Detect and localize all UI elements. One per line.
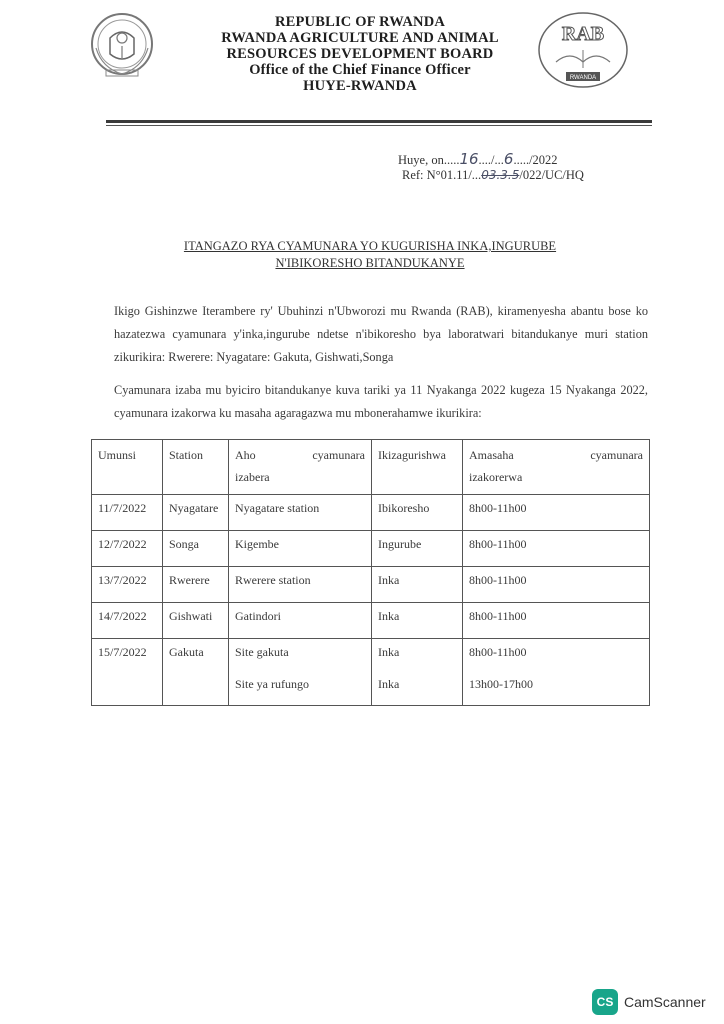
date-day: 16 [459, 150, 479, 168]
date-month: 6 [503, 150, 514, 168]
header-line-4: Office of the Chief Finance Officer [249, 62, 471, 78]
cell-place-2: Site ya rufungo [235, 677, 309, 691]
logo-caption: RWANDA [569, 75, 597, 81]
table-row [92, 495, 650, 531]
cell-place: Nyagatare station [229, 495, 372, 531]
cell-date: 12/7/2022 [92, 531, 163, 567]
header-line-5: HUYE-RWANDA [303, 78, 417, 94]
col-header-hours [463, 440, 650, 495]
logo-text: RAB [561, 23, 605, 45]
ref-prefix: Ref: N°01.11/... [402, 168, 482, 182]
title-line-1: ITANGAZO RYA CYAMUNARA YO KUGURISHA INKA,INGURUBE [183, 239, 557, 253]
col-header-item: Ikizagurishwa [372, 440, 463, 495]
col-header-place [229, 440, 372, 495]
cell-place: Gatindori [229, 603, 372, 639]
camscanner-watermark [592, 989, 706, 1015]
table-header-row [92, 440, 650, 495]
cell-hours [463, 639, 650, 706]
cell-station: Rwerere [163, 567, 229, 603]
cell-place: Rwerere station [229, 567, 372, 603]
header-divider [106, 120, 652, 123]
letterhead [170, 14, 550, 94]
cell-item [372, 639, 463, 706]
cell-hours-1: 8h00-11h00 [469, 645, 527, 659]
rwanda-coat-of-arms-icon [88, 8, 156, 82]
rab-logo [536, 10, 630, 90]
schedule-paragraph: Cyamunara izaba mu byiciro bitandukanye kuva tariki ya 11 Nyakanga 2022 kugeza 15 Nyakanga 2022, cyamunara izakorwa ku masaha agaragazwa mu mbonerahamwe ikurikira: [114, 383, 648, 420]
cell-date: 11/7/2022 [92, 495, 163, 531]
cell-hours-2: 13h00-17h00 [469, 677, 533, 691]
col-header-hours-a: Amasaha [469, 448, 514, 462]
table-row [92, 567, 650, 603]
cell-hours: 8h00-11h00 [463, 603, 650, 639]
date-line [398, 150, 558, 168]
cell-item-1: Inka [378, 645, 400, 659]
document-title [120, 238, 620, 272]
ref-suffix: /022/UC/HQ [519, 168, 584, 182]
cell-station: Songa [163, 531, 229, 567]
col-header-place-c: izabera [235, 470, 270, 484]
header-divider-thin [106, 125, 652, 126]
cell-item: Ingurube [372, 531, 463, 567]
header-line-1: REPUBLIC OF RWANDA [274, 14, 446, 30]
cell-station: Gakuta [163, 639, 229, 706]
cell-item: Inka [372, 603, 463, 639]
cell-date: 14/7/2022 [92, 603, 163, 639]
cell-date: 15/7/2022 [92, 639, 163, 706]
table-row [92, 531, 650, 567]
cell-item: Inka [372, 567, 463, 603]
cell-date: 13/7/2022 [92, 567, 163, 603]
cell-place [229, 639, 372, 706]
date-sep: ..../... [478, 153, 504, 167]
table-row [92, 639, 650, 706]
reference-line [402, 168, 584, 183]
cell-station: Nyagatare [163, 495, 229, 531]
cell-hours: 8h00-11h00 [463, 567, 650, 603]
cell-item: Ibikoresho [372, 495, 463, 531]
cell-place: Kigembe [229, 531, 372, 567]
auction-schedule-table [91, 439, 650, 706]
date-year: ...../2022 [513, 153, 558, 167]
cell-station: Gishwati [163, 603, 229, 639]
cell-place-1: Site gakuta [235, 645, 289, 659]
cell-hours: 8h00-11h00 [463, 531, 650, 567]
cell-item-2: Inka [378, 677, 400, 691]
title-line-2: N'IBIKORESHO BITANDUKANYE [275, 256, 465, 270]
date-prefix: Huye, on..... [398, 153, 460, 167]
camscanner-label: CamScanner [624, 994, 706, 1010]
col-header-station: Station [163, 440, 229, 495]
cell-hours: 8h00-11h00 [463, 495, 650, 531]
col-header-hours-c: izakorerwa [469, 470, 523, 484]
col-header-place-b: cyamunara [312, 448, 365, 462]
header-line-2: RWANDA AGRICULTURE AND ANIMAL [221, 30, 499, 46]
col-header-hours-b: cyamunara [590, 448, 643, 462]
col-header-place-a: Aho [235, 448, 256, 462]
col-header-date: Umunsi [92, 440, 163, 495]
table-row [92, 603, 650, 639]
camscanner-icon: CS [592, 989, 618, 1015]
ref-number: 03.3.5 [481, 168, 520, 182]
header-line-3: RESOURCES DEVELOPMENT BOARD [226, 46, 494, 62]
intro-paragraph: Ikigo Gishinzwe Iterambere ry' Ubuhinzi n'Ubworozi mu Rwanda (RAB), kiramenyesha abantu bose ko hazatezwa cyamunara y'inka,ingurube ndetse n'ibikoresho bya laboratwari bitandukanye muri station zikurikira: Rwerere: Nyagatare: Gakuta, Gishwati,Songa [114, 304, 648, 364]
